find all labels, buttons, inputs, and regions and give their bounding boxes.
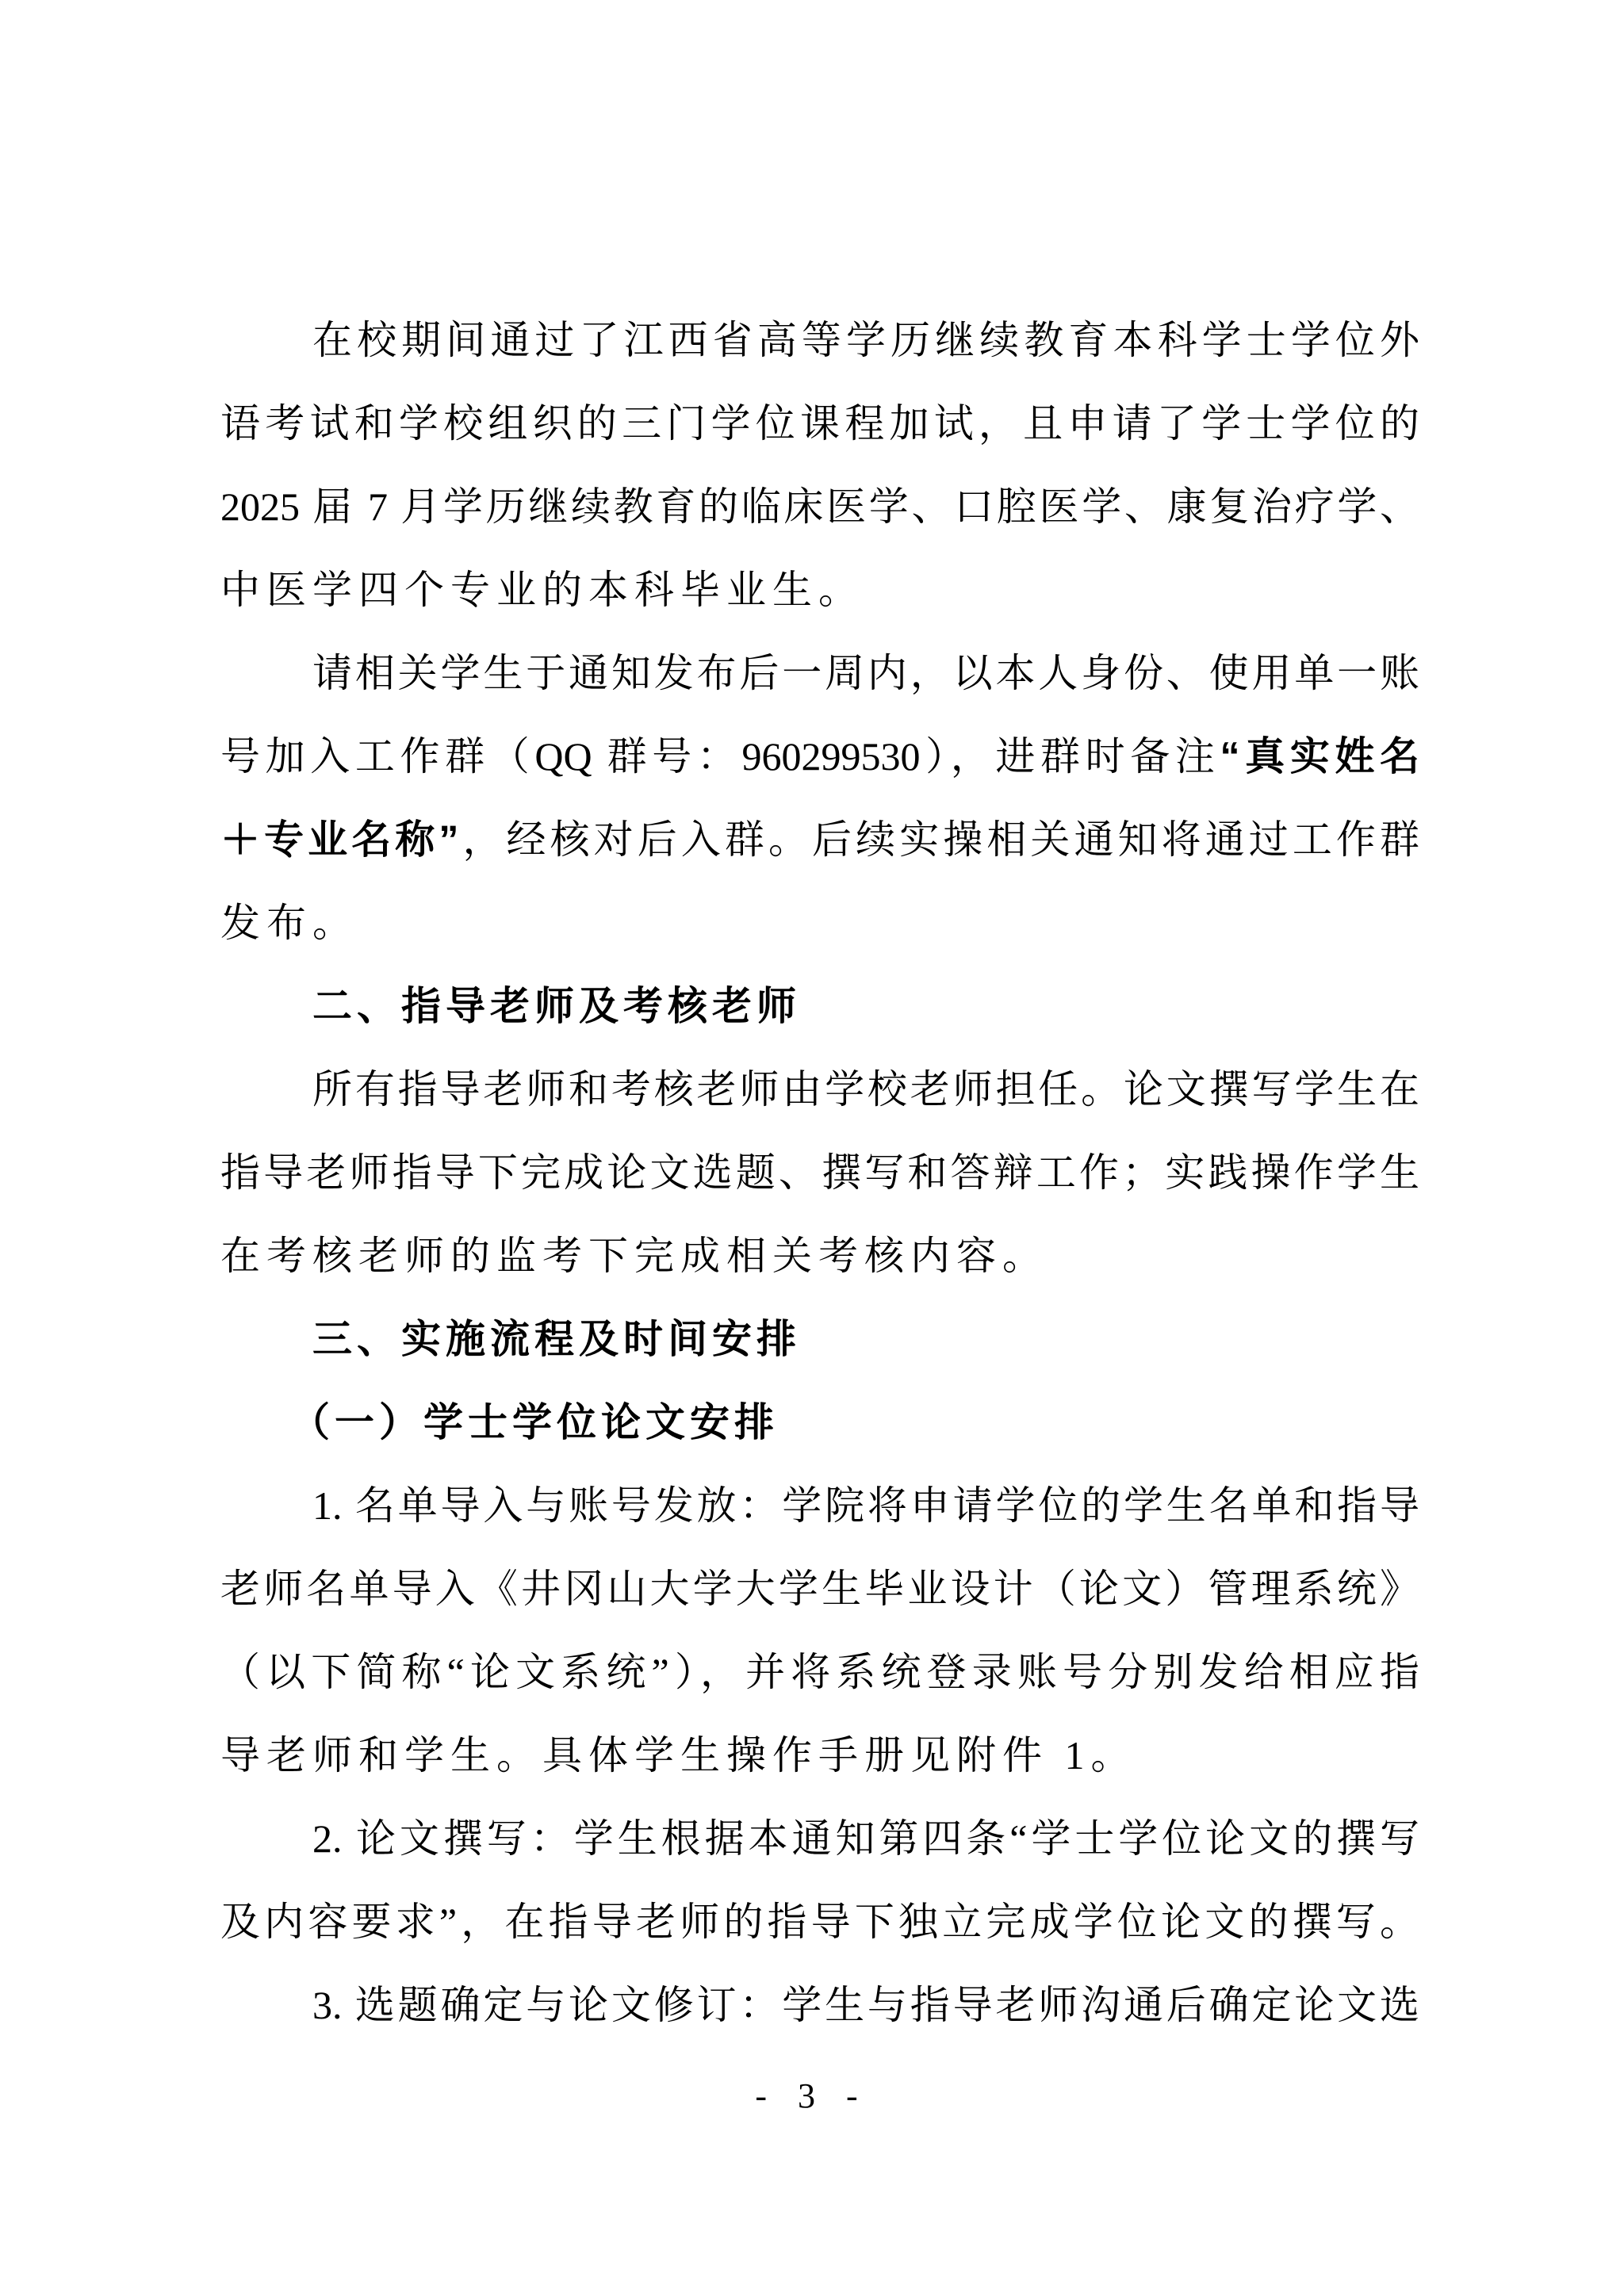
para4-line3	[220, 1631, 1419, 1714]
text-segment: 发布。	[220, 901, 358, 945]
para2-line4	[220, 882, 1419, 965]
text-segment: 所有指导老师和考核老师由学校老师担任。论文撰写学生在	[312, 1067, 1419, 1112]
text-segment: 指导老师指导下完成论文选题、撰写和答辩工作；实践操作学生	[220, 1150, 1419, 1195]
para5-line1	[220, 1797, 1419, 1881]
text-segment: 二、指导老师及考核老师	[312, 984, 801, 1028]
para4-line1	[220, 1464, 1419, 1548]
text-segment: 在考核老师的监考下完成相关考核内容。	[220, 1234, 1048, 1278]
para4-line2	[220, 1548, 1419, 1631]
para1-line3	[220, 465, 1419, 549]
text-segment: 在校期间通过了江西省高等学历继续教育本科学士学位外	[312, 318, 1419, 362]
text-segment: 请相关学生于通知发布后一周内，以本人身份、使用单一账	[312, 651, 1419, 695]
para2-line2	[220, 715, 1419, 798]
para3-line2	[220, 1131, 1419, 1215]
emphasis-text: “真实姓名	[1220, 734, 1419, 779]
para1-line1	[220, 299, 1419, 382]
text-segment: 语考试和学校组织的三门学位课程加试，且申请了学士学位的	[220, 401, 1419, 446]
text-segment: 2025 届 7 月学历继续教育的临床医学、口腔医学、康复治疗学、	[220, 484, 1419, 529]
para3-line1	[220, 1048, 1419, 1131]
text-segment: （一）学士学位论文安排	[290, 1400, 779, 1445]
para6-line1	[220, 1964, 1419, 2047]
para2-line3	[220, 798, 1419, 882]
page-number: - 3 -	[755, 2076, 869, 2115]
text-segment: 三、实施流程及时间安排	[312, 1317, 801, 1361]
text-segment: 及内容要求”，在指导老师的指导下独立完成学位论文的撰写。	[220, 1900, 1419, 1944]
document-body	[220, 299, 1419, 2047]
text-segment: （以下简称“论文系统”），并将系统登录账号分别发给相应指	[220, 1650, 1419, 1694]
text-segment: 导老师和学生。具体学生操作手册见附件 1。	[220, 1733, 1137, 1777]
para5-line2	[220, 1881, 1419, 1964]
heading-section3-sub1	[220, 1381, 1419, 1464]
text-segment: 老师名单导入《井冈山大学大学生毕业设计（论文）管理系统》	[220, 1567, 1419, 1611]
text-segment: 中医学四个专业的本科毕业生。	[220, 568, 864, 612]
heading-section2	[220, 965, 1419, 1048]
emphasis-text: ＋专业名称”	[220, 817, 459, 862]
para1-line2	[220, 382, 1419, 465]
heading-section3	[220, 1298, 1419, 1381]
para3-line3	[220, 1215, 1419, 1298]
para1-line4	[220, 549, 1419, 632]
text-segment: 3. 选题确定与论文修订：学生与指导老师沟通后确定论文选	[312, 1983, 1419, 2027]
text-segment: 1. 名单导入与账号发放：学院将申请学位的学生名单和指导	[312, 1483, 1419, 1528]
para4-line4	[220, 1714, 1419, 1797]
text-segment: ，经核对后入群。后续实操相关通知将通过工作群	[458, 817, 1420, 862]
para2-line1	[220, 632, 1419, 715]
text-segment: 号加入工作群（QQ 群号：960299530），进群时备注	[220, 734, 1220, 779]
text-segment: 2. 论文撰写：学生根据本通知第四条“学士学位论文的撰写	[312, 1816, 1419, 1861]
